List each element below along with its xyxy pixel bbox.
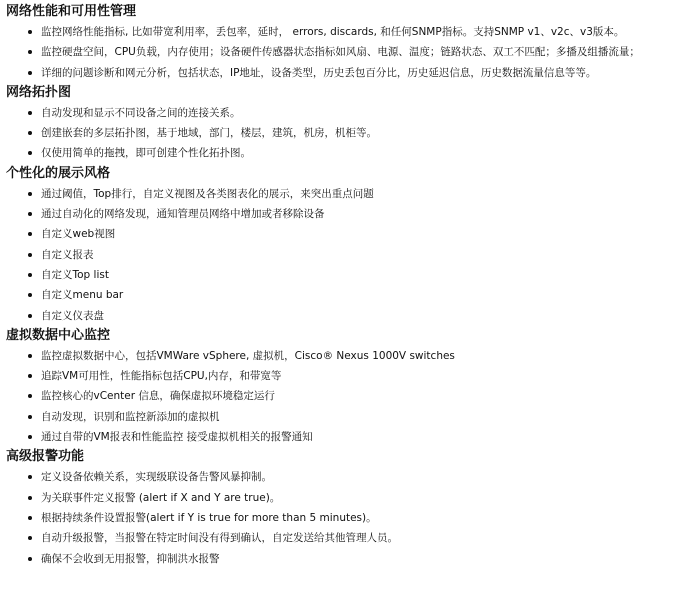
list-item-text: 自定义报表: [41, 248, 94, 261]
list-item: [6, 44, 700, 60]
section-advanced-alerts: [6, 449, 700, 566]
section-custom-display: [6, 166, 700, 324]
bullet-list: [6, 348, 700, 445]
list-item-text: 确保不会收到无用报警，抑制洪水报警: [41, 552, 220, 565]
list-item: [6, 226, 700, 242]
list-item-text: 自动发现和显示不同设备之间的连接关系。: [41, 106, 241, 119]
list-item-text: 通过阈值，Top排行，自定义视图及各类图表化的展示，来突出重点问题: [41, 187, 374, 200]
bullet-icon: [28, 50, 32, 54]
list-item: [6, 105, 700, 121]
section-title: 高级报警功能: [6, 449, 85, 465]
list-item: [6, 125, 700, 141]
list-item-text: 通过自带的VM报表和性能监控 接受虚拟机相关的报警通知: [41, 431, 313, 444]
list-item: [6, 469, 700, 485]
list-item: [6, 429, 700, 445]
bullet-icon: [28, 394, 32, 398]
bullet-icon: [28, 314, 32, 318]
list-item: [6, 348, 700, 364]
list-item: [6, 287, 700, 303]
bullet-icon: [28, 435, 32, 439]
list-item-text: 自定义仪表盘: [41, 309, 104, 322]
bullet-icon: [28, 131, 32, 135]
list-item: [6, 409, 700, 425]
list-item: [6, 65, 700, 81]
section-topology: [6, 85, 700, 162]
bullet-icon: [28, 536, 32, 540]
section-virtual-datacenter: [6, 328, 700, 445]
bullet-list: [6, 186, 700, 324]
list-item-text: 自动发现，识别和监控新添加的虚拟机: [41, 410, 220, 423]
bullet-icon: [28, 253, 32, 257]
bullet-list: [6, 469, 700, 566]
list-item-text: 监控虚拟数据中心，包括VMWare vSphere, 虚拟机，Cisco® Nexus 1000V switches: [41, 349, 455, 362]
section-title: 虚拟数据中心监控: [6, 327, 111, 343]
bullet-icon: [28, 354, 32, 358]
bullet-icon: [28, 273, 32, 277]
bullet-icon: [28, 212, 32, 216]
list-item-text: 自动升级报警，当报警在特定时间没有得到确认，自定发送给其他管理人员。: [41, 532, 398, 545]
list-item: [6, 206, 700, 222]
bullet-icon: [28, 415, 32, 419]
list-item-text: 追踪VM可用性，性能指标包括CPU,内存，和带宽等: [41, 370, 282, 383]
list-item-text: 详细的问题诊断和网元分析，包括状态，IP地址，设备类型，历史丢包百分比，历史延迟信息，历史数据流量信息等等。: [41, 66, 597, 79]
bullet-icon: [28, 30, 32, 34]
list-item-text: 为关联事件定义报警 (alert if X and Y are true)。: [41, 491, 281, 504]
list-item-text: 自定义web视图: [41, 228, 116, 241]
list-item: [6, 530, 700, 546]
bullet-icon: [28, 192, 32, 196]
bullet-icon: [28, 151, 32, 155]
list-item-text: 监控核心的vCenter 信息，确保虚拟环境稳定运行: [41, 390, 275, 403]
section-title: 网络拓扑图: [6, 84, 72, 100]
bullet-list: [6, 24, 700, 81]
list-item: [6, 186, 700, 202]
list-item: [6, 24, 700, 40]
list-item: [6, 368, 700, 384]
section-title: 个性化的展示风格: [6, 165, 111, 181]
list-item: [6, 308, 700, 324]
list-item-text: 创建嵌套的多层拓扑图，基于地域，部门，楼层，建筑，机房，机柜等。: [41, 127, 377, 140]
list-item: [6, 145, 700, 161]
bullet-icon: [28, 374, 32, 378]
list-item: [6, 388, 700, 404]
bullet-icon: [28, 293, 32, 297]
list-item-text: 通过自动化的网络发现，通知管理员网络中增加或者移除设备: [41, 208, 325, 221]
list-item-text: 监控硬盘空间，CPU负载，内存使用；设备硬件传感器状态指标如风扇、电源、温度；链路状态、双工不匹配；多播及组播流量；: [41, 46, 640, 59]
list-item-text: 监控网络性能指标, 比如带宽利用率，丢包率，延时， errors, discards, 和任何SNMP指标。支持SNMP v1、v2c、v3版本。: [41, 26, 625, 38]
bullet-list: [6, 105, 700, 162]
bullet-icon: [28, 475, 32, 479]
list-item-text: 自定义Top list: [41, 268, 109, 281]
list-item: [6, 247, 700, 263]
section-performance: [6, 4, 700, 81]
list-item-text: 仅使用简单的拖拽，即可创建个性化拓扑图。: [41, 147, 251, 160]
bullet-icon: [28, 496, 32, 500]
bullet-icon: [28, 557, 32, 561]
list-item: [6, 551, 700, 567]
list-item-text: 定义设备依赖关系，实现级联设备告警风暴抑制。: [41, 471, 272, 484]
bullet-icon: [28, 111, 32, 115]
bullet-icon: [28, 71, 32, 75]
list-item-text: 自定义menu bar: [41, 289, 124, 302]
section-title: 网络性能和可用性管理: [6, 4, 137, 19]
list-item: [6, 490, 700, 506]
bullet-icon: [28, 232, 32, 236]
list-item: [6, 267, 700, 283]
list-item: [6, 510, 700, 526]
bullet-icon: [28, 516, 32, 520]
list-item-text: 根据持续条件设置报警(alert if Y is true for more than 5 minutes)。: [41, 511, 377, 524]
